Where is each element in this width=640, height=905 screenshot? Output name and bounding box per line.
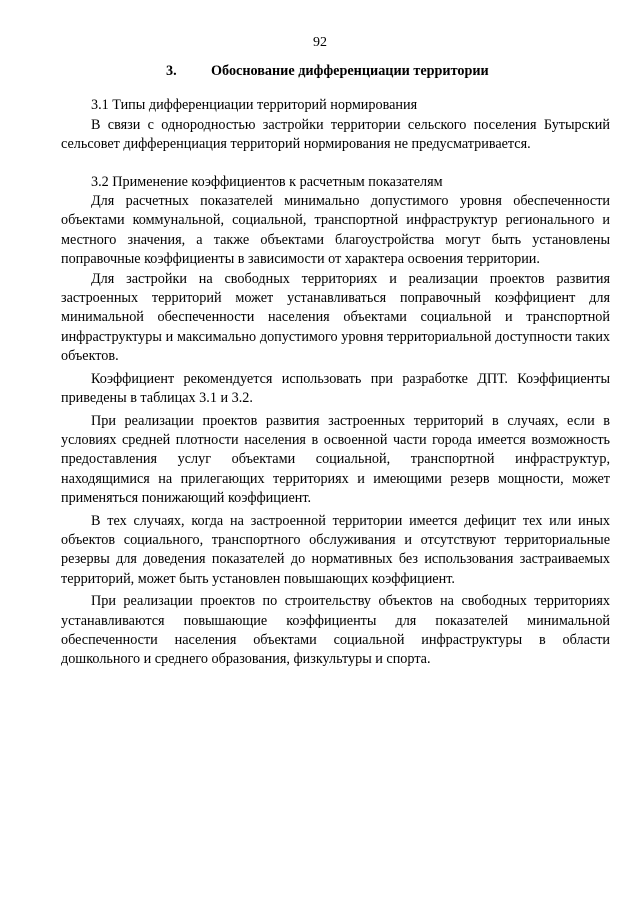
section-title: Обоснование дифференциации территории <box>211 63 489 79</box>
page-number: 92 <box>313 35 327 50</box>
subsection-heading-3-2: 3.2 Применение коэффициентов к расчетным показателям <box>91 173 443 190</box>
page-content <box>61 62 610 670</box>
subsection-heading-3-1: 3.1 Типы дифференциации территорий нормирования <box>91 97 418 114</box>
section-number: 3. <box>166 63 177 79</box>
paragraph: Для застройки на свободных территориях и реализации проектов развития застроенных территорий может устанавливаться поправочный коэффициент для минимальной обеспеченности населения объектами социальной и транспортной инфраструктуры и максимально допустимого уровня территориальной доступности таких объектов. <box>61 270 610 365</box>
paragraph: При реализации проектов развития застроенных территорий в случаях, если в условиях средней плотности населения в освоенной части города имеется возможность предоставления услуг объектами социальной, транспортной инфраструктур, находящимися на прилегающих территориях и имеющими резерв мощности, может применяться понижающий коэффициент. <box>61 412 610 507</box>
paragraph: В тех случаях, когда на застроенной территории имеется дефицит тех или иных объектов социального, транспортного обслуживания и отсутствуют территориальные резервы для доведения показателей до нормативных без использования застраиваемых территорий, может быть установлен повышающих коэффициент. <box>61 512 610 587</box>
paragraph: Для расчетных показателей минимально допустимого уровня обеспеченности объектами коммунальной, социальной, транспортной инфраструктур регионального и местного значения, а также объектами благоустройства могут быть установлены поправочные коэффициенты в зависимости от характера освоения территории. <box>61 193 610 268</box>
paragraph: При реализации проектов по строительству объектов на свободных территориях устанавливаются повышающие коэффициенты для показателей минимальной обеспеченности населения объектами социальной инфраструктуры в области дошкольного и среднего образования, физкультуры и спорта. <box>61 593 610 668</box>
paragraph: В связи с однородностью застройки территории сельского поселения Бутырский сельсовет дифференциация территорий нормирования не предусматривается. <box>61 116 610 153</box>
paragraph: Коэффициент рекомендуется использовать при разработке ДПТ. Коэффициенты приведены в таблицах 3.1 и 3.2. <box>61 370 610 407</box>
section-heading <box>61 62 610 81</box>
